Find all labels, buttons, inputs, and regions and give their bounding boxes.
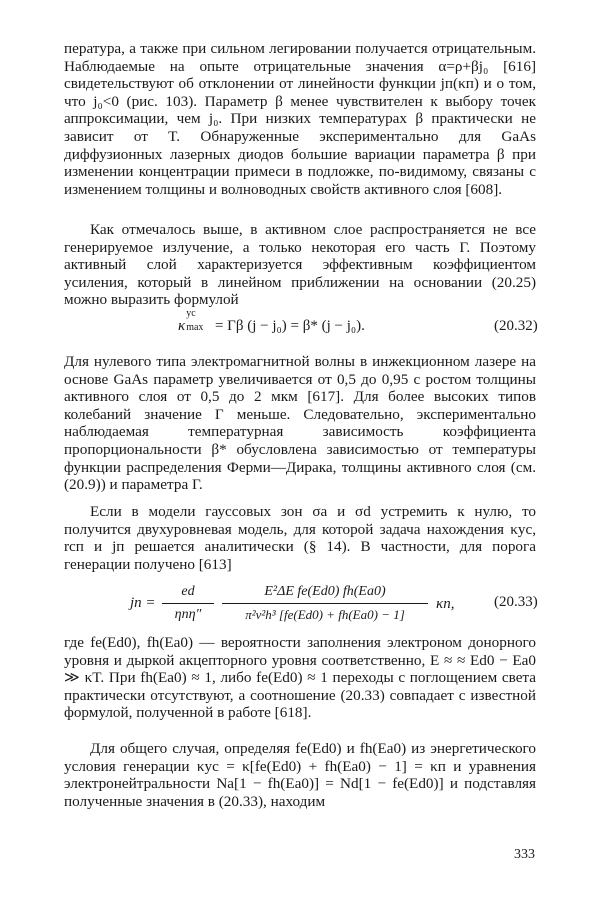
paragraph-2: Как отмечалось выше, в активном слое распространяется не все генерируемое излучение, а только некоторая его часть Γ. Поэтому активный слой характеризуется эффективным коэффициентом усиления, который в линейном приближении на основании (20.25) можно выразить формулой	[64, 221, 536, 309]
eq1-lhs: κ	[178, 318, 186, 334]
eq1-lhs-sup: ус	[186, 308, 196, 319]
eq1-lhs-sub: max	[186, 322, 204, 333]
eq1-number: (20.32)	[494, 318, 538, 334]
eq2-frac1-num: ed	[181, 584, 195, 599]
eq2-frac2-line	[222, 603, 428, 604]
paragraph-1: пература, а также при сильном легировании получается отрицательным. Наблюдаемые на опыте отрицательные значения α=ρ+βj₀ [616] свидетельствуют об отклонении от линейности функции jп(κп) и о том, что j₀<0 (рис. 103). Параметр β менее чувствителен к выбору точек аппроксимации, чем j₀. При низких температурах β практически не зависит от T. Обнаруженные экспериментально для GaAs диффузионных лазерных диодов большие вариации параметра β при изменении концентрации примеси в подложке, по-видимому, связаны с изменением толщины и волноводных свойств активного слоя [608].	[64, 40, 536, 198]
paragraph-4: Если в модели гауссовых зон σa и σd устремить к нулю, то получится двухуровневая модель, для которой задача нахождения κус, rсп и jп решается аналитически (§ 14). В частности, для порога генерации получено [613]	[64, 503, 536, 573]
eq2-frac2-den: π²v²h³ [fe(Ed0) + fh(Ea0) − 1]	[245, 607, 405, 622]
eq2-tail: κп,	[436, 596, 455, 612]
eq2-frac2-num: E²ΔE fe(Ed0) fh(Ea0)	[264, 584, 386, 599]
page-number: 333	[514, 847, 535, 862]
paragraph-3: Для нулевого типа электромагнитной волны в инжекционном лазере на основе GaAs параметр увеличивается от 0,5 до 0,95 с ростом толщины активного слоя от 0,5 до 2 мкм [617]. Для более высоких типов колебаний значение Γ меньше. Следовательно, экспериментально наблюдаемая температурная зависимость коэффициента пропорциональности β* обусловлена зависимостью от температуры функции распределения Ферми—Дирака, толщины активного слоя (см. (20.9)) и параметра Γ.	[64, 353, 536, 494]
paragraph-6: Для общего случая, определяя fe(Ed0) и fh(Ea0) из энергетического условия генерации κус = κ[fe(Ed0) + fh(Ea0) − 1] = κп и уравнения электронейтральности Na[1 − fh(Ea0)] = Nd[1 − fe(Ed0)] и подставляя полученные значения в (20.33), находим	[64, 740, 536, 810]
eq1-rhs: = Γβ (j − j₀) = β* (j − j₀).	[214, 318, 365, 334]
eq2-frac1-den: ηпη″	[174, 607, 202, 622]
eq2-lhs: jп =	[130, 595, 156, 611]
eq2-number: (20.33)	[494, 594, 538, 610]
eq2-frac1-line	[162, 603, 214, 604]
paragraph-5: где fe(Ed0), fh(Ea0) — вероятности заполнения электроном донорного уровня и дыркой акцепторного уровня соответственно, E ≈ ≈ Ed0 − Ea0 ≫ κT. При fh(Ea0) ≈ 1, либо fe(Ed0) ≈ 1 переходы с поглощением света практически отсутствуют, а соотношение (20.33) совпадает с известной формулой, полученной в работе [618].	[64, 634, 536, 722]
